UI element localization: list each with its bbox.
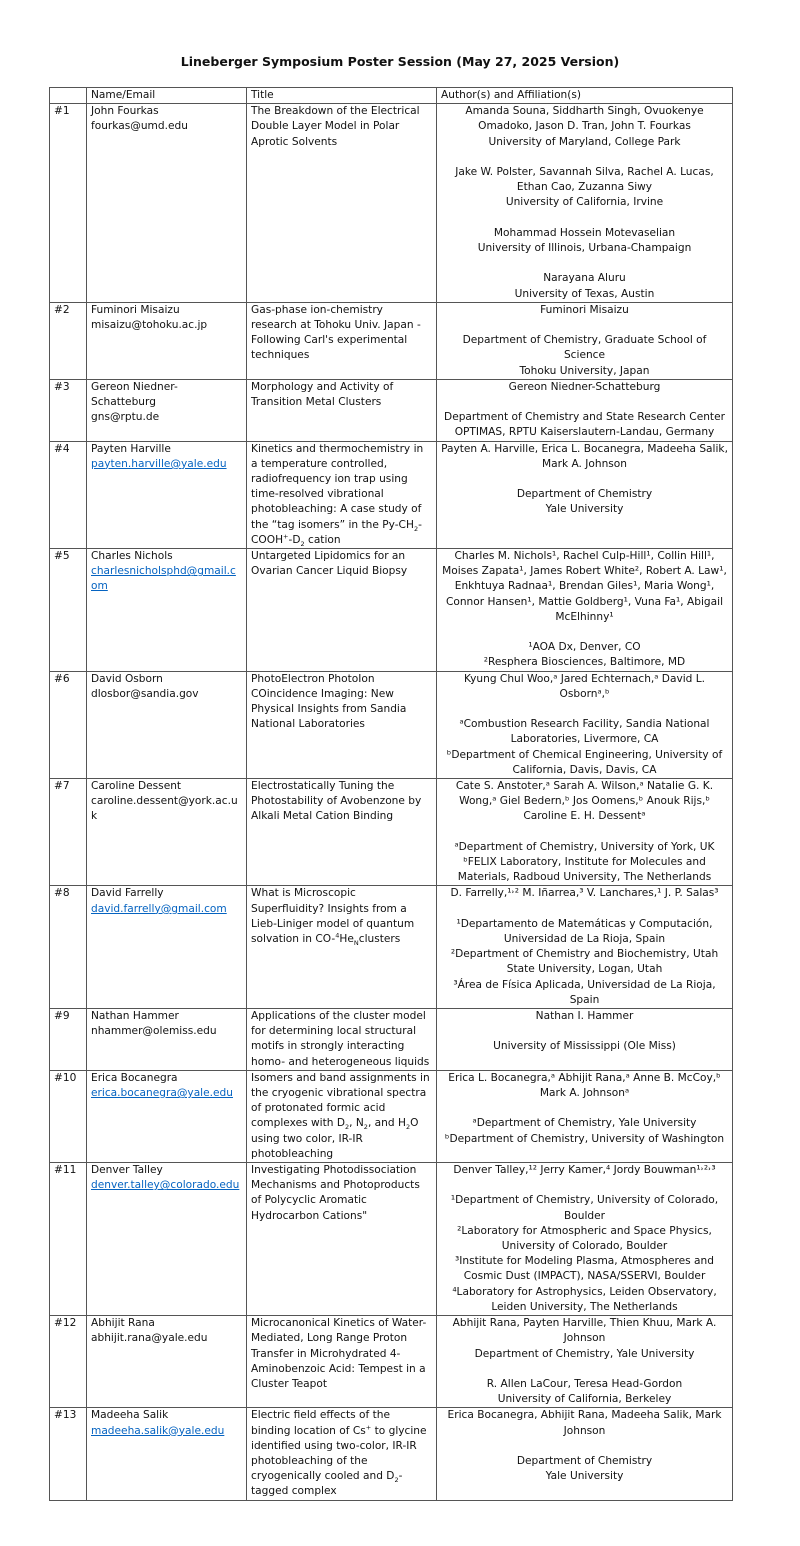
author-line: University of California, Berkeley: [497, 1393, 672, 1406]
title-script: 4: [335, 931, 340, 940]
paragraph-gap: [441, 1439, 728, 1454]
authors-cell: [437, 1163, 733, 1316]
table-body: [50, 104, 733, 1500]
affiliation-line: ³Área de Física Aplicada, Universidad de La Rioja, Spain: [453, 978, 716, 1006]
author-line: University of California, Irvine: [505, 196, 664, 209]
table-row: [50, 1163, 733, 1316]
row-number: #13: [50, 1408, 87, 1500]
email-text: dlosbor@sandia.gov: [91, 687, 199, 700]
table-row: [50, 104, 733, 303]
authors-cell: [437, 886, 733, 1009]
row-number: #4: [50, 441, 87, 548]
author-line: Jake W. Polster, Savannah Silva, Rachel A. Lucas, Ethan Cao, Zuzanna Siwy: [455, 166, 714, 194]
name-email-cell: [87, 1070, 247, 1162]
affiliation-line: ²Laboratory for Atmospheric and Space Physics, University of Colorado, Boulder: [457, 1224, 712, 1253]
email-text: fourkas@umd.edu: [91, 120, 188, 133]
author-line: Yale University: [545, 503, 624, 516]
row-number: #12: [50, 1316, 87, 1408]
name-email-cell: [87, 379, 247, 441]
email-link[interactable]: payten.harville@yale.edu: [91, 457, 227, 470]
table-row: [50, 1009, 733, 1071]
paragraph-gap: [441, 1178, 728, 1193]
affiliation-line: ᵇDepartment of Chemistry, University of Washington: [444, 1132, 725, 1145]
table-row: [50, 1408, 733, 1500]
table-row: [50, 886, 733, 1009]
presenter-name: Fuminori Misaizu: [91, 303, 180, 316]
table-row: [50, 779, 733, 886]
author-line: Department of Chemistry and State Research Center OPTIMAS, RPTU Kaiserslautern-Landau, Germany: [444, 411, 725, 439]
title-cell: Isomers and band assignments in the cryogenic vibrational spectra of protonated formic acid complexes with $D_2$, $N_2$, and $H_2O$ using two color, IR-IR photobleaching: [247, 1070, 437, 1162]
author-line: Tohoku University, Japan: [519, 364, 650, 377]
author-line: Fuminori Misaizu: [540, 303, 629, 316]
paragraph-gap: [441, 256, 728, 271]
author-list: Cate S. Anstoter,ᵃ Sarah A. Wilson,ᵃ Natalie G. K. Wong,ᵃ Giel Bedern,ᵇ Jos Oomens,ᵇ Anouk Rijs,ᵇ Caroline E. H. Dessentᵃ: [455, 780, 714, 823]
affiliation-line: ¹AOA Dx, Denver, CO: [528, 641, 641, 654]
title-script: N: [353, 939, 359, 948]
presenter-name: Caroline Dessent: [91, 780, 182, 793]
title-script: 2: [394, 1476, 399, 1485]
title-cell: PhotoElectron PhotoIon COincidence Imaging: New Physical Insights from Sandia National Laboratories: [247, 671, 437, 778]
row-number: #5: [50, 549, 87, 672]
author-line: R. Allen LaCour, Teresa Head-Gordon: [486, 1377, 683, 1390]
paragraph-gap: [441, 902, 728, 917]
author-line: University of Texas, Austin: [514, 287, 655, 300]
paragraph-gap: [441, 1024, 728, 1039]
row-number: #9: [50, 1009, 87, 1071]
page-title: Lineberger Symposium Poster Session (May 27, 2025 Version): [180, 54, 620, 69]
table-row: [50, 379, 733, 441]
table-row: [50, 441, 733, 548]
title-script: +: [365, 1422, 372, 1431]
affiliation-line: ᵃCombustion Research Facility, Sandia National Laboratories, Livermore, CA: [459, 718, 710, 746]
paragraph-gap: [441, 472, 728, 487]
name-email-cell: [87, 886, 247, 1009]
paragraph-gap: [441, 702, 728, 717]
affiliation-line: ᵃDepartment of Chemistry, Yale University: [472, 1117, 697, 1130]
paragraph-gap: [441, 395, 728, 410]
presenter-name: Denver Talley: [91, 1164, 163, 1177]
row-number: #2: [50, 302, 87, 379]
paragraph-gap: [441, 825, 728, 840]
authors-cell: [437, 671, 733, 778]
presenter-name: Erica Bocanegra: [91, 1071, 178, 1084]
authors-cell: [437, 1070, 733, 1162]
row-number: #6: [50, 671, 87, 778]
title-script: 2: [405, 1123, 411, 1132]
email-text: misaizu@tohoku.ac.jp: [91, 319, 208, 331]
email-link[interactable]: erica.bocanegra@yale.edu: [91, 1087, 233, 1100]
title-cell: Kinetics and thermochemistry in a temperature controlled, radiofrequency ion trap using time-resolved vibrational photobleaching: A case study of the “tag isomers” in the $Py-CH_2-COOH^+-D_2$ cation: [247, 441, 437, 548]
title-script: 2: [363, 1123, 368, 1132]
author-line: Abhijit Rana, Payten Harville, Thien Khuu, Mark A. Johnson: [452, 1317, 717, 1345]
authors-cell: [437, 549, 733, 672]
name-email-cell: [87, 104, 247, 303]
author-list: D. Farrelly,¹˒² M. Iñarrea,³ V. Lanchares,¹ J. P. Salas³: [450, 887, 719, 900]
paragraph-gap: [441, 318, 728, 333]
name-email-cell: [87, 1316, 247, 1408]
affiliation-line: ᵃDepartment of Chemistry, University of York, UK: [454, 840, 715, 853]
email-text: abhijit.rana@yale.edu: [91, 1332, 208, 1345]
title-cell: Electric field effects of the binding location of Cs+ to glycine identified using two-color, IR-IR photobleaching of the cryogenically cooled and $D_2$-tagged complex: [247, 1408, 437, 1500]
presenter-name: John Fourkas: [91, 105, 159, 118]
affiliation-line: ¹Departamento de Matemáticas y Computación, Universidad de La Rioja, Spain: [456, 917, 713, 946]
email-text: nhammer@olemiss.edu: [91, 1025, 217, 1038]
email-text: gns@rptu.de: [91, 411, 160, 424]
presenter-name: Gereon Niedner-Schatteburg: [91, 380, 178, 408]
author-line: Payten A. Harville, Erica L. Bocanegra, Madeeha Salik, Mark A. Johnson: [441, 442, 728, 470]
affiliation-line: ³Institute for Modeling Plasma, Atmospheres and Cosmic Dust (IMPACT), NASA/SSERVI, Boulder: [455, 1255, 714, 1283]
authors-cell: [437, 1316, 733, 1408]
title-cell: Electrostatically Tuning the Photostability of Avobenzone by Alkali Metal Cation Binding: [247, 779, 437, 886]
author-line: University of Maryland, College Park: [488, 135, 681, 148]
presenter-name: Charles Nichols: [91, 550, 173, 563]
row-number: #10: [50, 1070, 87, 1162]
title-cell: Untargeted Lipidomics for an Ovarian Cancer Liquid Biopsy: [247, 549, 437, 672]
row-number: #11: [50, 1163, 87, 1316]
table-row: [50, 1070, 733, 1162]
email-text: caroline.dessent@york.ac.uk: [91, 795, 238, 823]
header-row: [50, 88, 733, 104]
header-number: [50, 88, 87, 104]
author-line: Mohammad Hossein Motevaselian: [493, 226, 676, 239]
presenter-name: Nathan Hammer: [91, 1010, 179, 1023]
authors-cell: [437, 1009, 733, 1071]
presenter-name: David Farrelly: [91, 887, 164, 900]
header-name-email: Name/Email: [87, 88, 247, 104]
affiliation-line: ²Resphera Biosciences, Baltimore, MD: [483, 656, 686, 669]
poster-table: [49, 87, 733, 1501]
paragraph-gap: [441, 1362, 728, 1377]
name-email-cell: [87, 1408, 247, 1500]
author-line: Department of Chemistry, Yale University: [474, 1347, 695, 1360]
authors-cell: [437, 379, 733, 441]
authors-cell: [437, 104, 733, 303]
name-email-cell: [87, 671, 247, 778]
author-list: Kyung Chul Woo,ᵃ Jared Echternach,ᵃ David L. Osbornᵃ,ᵇ: [463, 672, 706, 700]
title-cell: The Breakdown of the Electrical Double Layer Model in Polar Aprotic Solvents: [247, 104, 437, 303]
paragraph-gap: [441, 211, 728, 226]
authors-cell: [437, 441, 733, 548]
presenter-name: Payten Harville: [91, 442, 171, 455]
author-line: Yale University: [545, 1470, 624, 1483]
author-line: Gereon Niedner-Schatteburg: [508, 380, 661, 393]
authors-cell: [437, 302, 733, 379]
row-number: #7: [50, 779, 87, 886]
row-number: #1: [50, 104, 87, 303]
name-email-cell: [87, 779, 247, 886]
presenter-name: Abhijit Rana: [91, 1317, 155, 1330]
title-cell: Morphology and Activity of Transition Metal Clusters: [247, 379, 437, 441]
table-row: [50, 1316, 733, 1408]
author-list: Denver Talley,¹² Jerry Kamer,⁴ Jordy Bouwman¹˒²˒³: [453, 1164, 716, 1177]
title-script: 2: [344, 1123, 350, 1132]
affiliation-line: ⁴Laboratory for Astrophysics, Leiden Observatory, Leiden University, The Netherlands: [452, 1285, 717, 1313]
name-email-cell: [87, 441, 247, 548]
email-link[interactable]: david.farrelly@gmail.com: [91, 902, 227, 915]
author-line: Department of Chemistry: [516, 1454, 653, 1467]
table-row: [50, 302, 733, 379]
title-cell: Microcanonical Kinetics of Water-Mediated, Long Range Proton Transfer in Microhydrated 4-Aminobenzoic Acid: Tempest in a Cluster Teapot: [247, 1316, 437, 1408]
name-email-cell: [87, 1163, 247, 1316]
title-script: +: [283, 532, 289, 541]
title-script: 2: [413, 524, 419, 533]
author-line: Erica Bocanegra, Abhijit Rana, Madeeha Salik, Mark Johnson: [447, 1409, 722, 1437]
name-email-cell: [87, 302, 247, 379]
name-email-cell: [87, 1009, 247, 1071]
author-list: Erica L. Bocanegra,ᵃ Abhijit Rana,ᵃ Anne B. McCoy,ᵇ Mark A. Johnsonᵃ: [448, 1071, 721, 1100]
affiliation-line: ¹Department of Chemistry, University of Colorado, Boulder: [450, 1194, 719, 1222]
authors-cell: [437, 1408, 733, 1500]
email-link[interactable]: madeeha.salik@yale.edu: [91, 1424, 225, 1437]
author-line: Amanda Souna, Siddharth Singh, Ovuokenye Omadoko, Jason D. Tran, John T. Fourkas: [465, 105, 704, 133]
title-cell: Gas-phase ion-chemistry research at Tohoku Univ. Japan - Following Carl's experimental techniques: [247, 302, 437, 379]
affiliation-line: ᵇDepartment of Chemical Engineering, University of California, Davis, Davis, CA: [446, 748, 723, 776]
presenter-name: Madeeha Salik: [91, 1409, 169, 1422]
author-line: Nathan I. Hammer: [535, 1010, 634, 1023]
author-line: University of Mississippi (Ole Miss): [493, 1040, 676, 1053]
name-email-cell: [87, 549, 247, 672]
author-list: Charles M. Nichols¹, Rachel Culp-Hill¹, Collin Hill¹, Moises Zapata¹, James Robert White², Robert A. Law¹, Enkhtuya Radnaa¹, Brendan Giles¹, Maria Wong¹, Connor Hansen¹, Mattie Goldberg¹, Vuna Fa¹, Abigail McElhinny¹: [442, 550, 727, 623]
affiliation-line: ²Department of Chemistry and Biochemistry, Utah State University, Logan, Utah: [450, 948, 719, 976]
header-title: Title: [247, 88, 437, 104]
title-cell: Investigating Photodissociation Mechanisms and Photoproducts of Polycyclic Aromatic Hydrocarbon Cations": [247, 1163, 437, 1316]
paragraph-gap: [441, 150, 728, 165]
row-number: #3: [50, 379, 87, 441]
paragraph-gap: [441, 1101, 728, 1116]
title-script: 2: [300, 539, 305, 548]
title-cell: What is Microscopic Superfluidity? Insights from a Lieb-Liniger model of quantum solvation in $CO-^4He_Nclusters$: [247, 886, 437, 1009]
author-line: Narayana Aluru: [543, 272, 626, 285]
email-link[interactable]: denver.talley@colorado.edu: [91, 1179, 240, 1192]
presenter-name: David Osborn: [91, 672, 163, 685]
table-row: [50, 549, 733, 672]
title-cell: Applications of the cluster model for determining local structural motifs in strongly interacting homo- and heterogeneous liquids: [247, 1009, 437, 1071]
table-row: [50, 671, 733, 778]
paragraph-gap: [441, 625, 728, 640]
row-number: #8: [50, 886, 87, 1009]
author-line: Department of Chemistry, Graduate School of Science: [462, 334, 707, 362]
email-link[interactable]: charlesnicholsphd@gmail.com: [91, 565, 236, 593]
author-line: Department of Chemistry: [516, 488, 653, 501]
header-authors: Author(s) and Affiliation(s): [437, 88, 733, 104]
author-line: University of Illinois, Urbana-Champaign: [477, 242, 692, 254]
authors-cell: [437, 779, 733, 886]
affiliation-line: ᵇFELIX Laboratory, Institute for Molecules and Materials, Radboud University, The Netherlands: [457, 856, 712, 884]
